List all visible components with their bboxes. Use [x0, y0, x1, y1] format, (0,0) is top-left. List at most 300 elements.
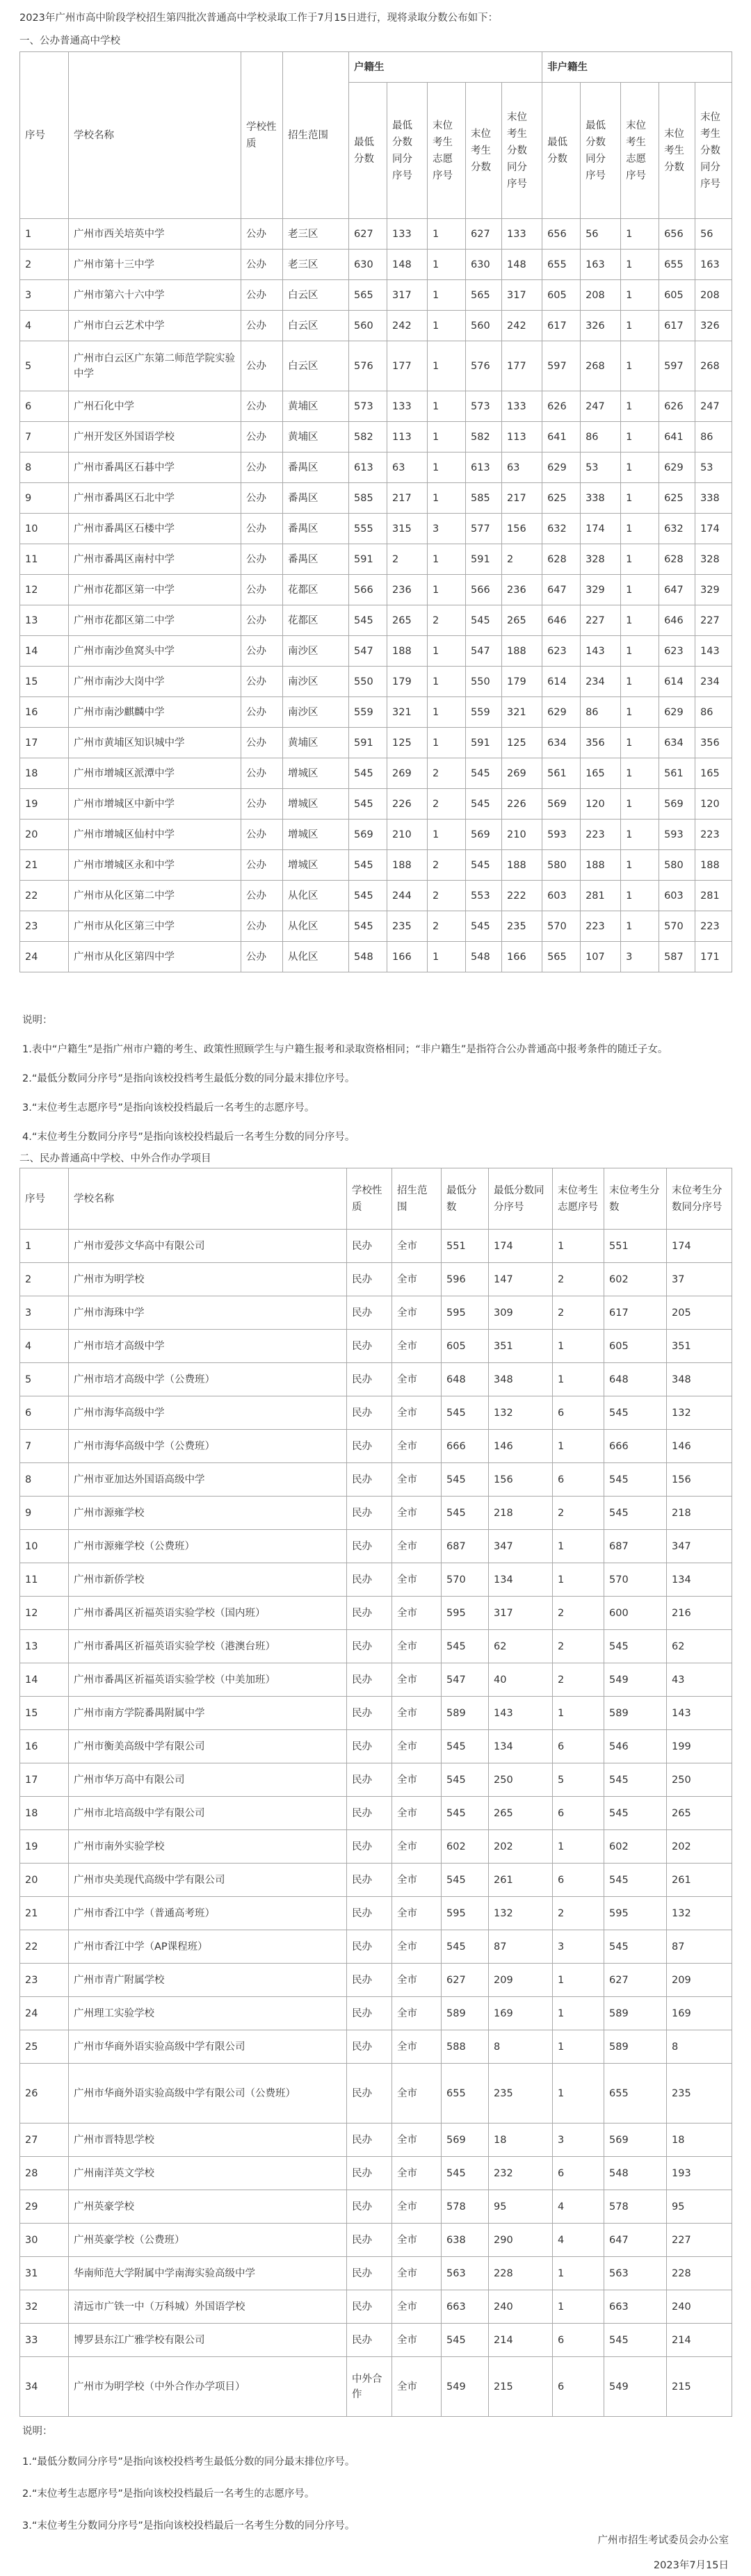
- table-cell: 663: [442, 2290, 489, 2324]
- header-nature: 学校性质: [347, 1168, 392, 1230]
- table-cell: 全市: [392, 1763, 442, 1797]
- table-row: [20, 1663, 732, 1697]
- table-cell: 226: [387, 789, 428, 820]
- note-item: 2.“末位考生志愿序号”是指向该校投档最后一名考生的志愿序号。: [22, 2488, 315, 2500]
- table-cell: 33: [20, 2324, 69, 2357]
- table-cell: 民办: [347, 2290, 392, 2324]
- table-cell: 545: [349, 850, 387, 881]
- table-cell: 1: [621, 881, 659, 911]
- table-cell: 269: [502, 758, 542, 789]
- table-cell: 188: [387, 850, 428, 881]
- table-cell: 223: [581, 820, 621, 850]
- table-cell: 585: [349, 483, 387, 514]
- table-cell: 655: [442, 2064, 489, 2123]
- table-cell: 32: [20, 2290, 69, 2324]
- table-cell: 公办: [241, 575, 283, 605]
- table-cell: 132: [489, 1396, 553, 1430]
- table-cell: 188: [695, 850, 732, 881]
- notes-title: 说明：: [22, 1015, 53, 1026]
- table-row: [20, 758, 732, 789]
- table-cell: 全市: [392, 1997, 442, 2030]
- table-cell: 86: [695, 697, 732, 728]
- table-cell: 563: [604, 2257, 667, 2290]
- table-cell: 595: [442, 1897, 489, 1930]
- table-row: [20, 605, 732, 636]
- school-name-cell: 广州市番禺区祈福英语实验学校（港澳台班）: [69, 1630, 347, 1663]
- table-cell: 5: [20, 1363, 69, 1396]
- table-cell: 329: [581, 575, 621, 605]
- table-cell: 573: [349, 391, 387, 422]
- table-cell: 550: [466, 667, 502, 697]
- table-cell: 1: [553, 1330, 604, 1363]
- table-cell: 公办: [241, 789, 283, 820]
- table-cell: 227: [667, 2224, 732, 2257]
- table-row: [20, 2064, 732, 2123]
- table-cell: 2: [428, 881, 466, 911]
- table-cell: 民办: [347, 1997, 392, 2030]
- table-cell: 11: [20, 544, 69, 575]
- table-cell: 1: [428, 250, 466, 280]
- table-cell: 民办: [347, 1497, 392, 1530]
- table-cell: 1: [20, 1230, 69, 1263]
- table-cell: 8: [20, 1463, 69, 1497]
- table-cell: 113: [387, 422, 428, 453]
- table-cell: 545: [604, 1630, 667, 1663]
- table-cell: 236: [387, 575, 428, 605]
- table-cell: 596: [442, 1263, 489, 1296]
- table-cell: 321: [387, 697, 428, 728]
- table-cell: 1: [621, 250, 659, 280]
- table-cell: 1: [553, 1997, 604, 2030]
- table-cell: 261: [489, 1864, 553, 1897]
- table-cell: 13: [20, 1630, 69, 1663]
- table-cell: 634: [542, 728, 581, 758]
- table-cell: 2: [428, 789, 466, 820]
- table-cell: 582: [466, 422, 502, 453]
- table-cell: 569: [659, 789, 695, 820]
- table-cell: 565: [466, 280, 502, 311]
- table-cell: 公办: [241, 697, 283, 728]
- table-cell: 235: [502, 911, 542, 942]
- table-row: [20, 575, 732, 605]
- table-cell: 2: [553, 1296, 604, 1330]
- table-cell: 179: [502, 667, 542, 697]
- school-name-cell: 广州市第十三中学: [69, 250, 241, 280]
- school-name-cell: 广州市南沙鱼窝头中学: [69, 636, 241, 667]
- table-cell: 黄埔区: [283, 728, 349, 758]
- table-cell: 8: [489, 2030, 553, 2064]
- table-row: [20, 1363, 732, 1396]
- table-cell: 增城区: [283, 758, 349, 789]
- table-cell: 133: [502, 391, 542, 422]
- table-cell: 6: [553, 2157, 604, 2190]
- table-cell: 全市: [392, 1530, 442, 1563]
- table-cell: 546: [604, 1730, 667, 1763]
- table-cell: 548: [604, 2157, 667, 2190]
- table-cell: 587: [659, 942, 695, 972]
- table-cell: 全市: [392, 1396, 442, 1430]
- table-row: [20, 789, 732, 820]
- note-item: 3.“末位考生分数同分序号”是指向该校投档最后一名考生分数的同分序号。: [22, 2520, 355, 2532]
- table-cell: 563: [442, 2257, 489, 2290]
- table-cell: 公办: [241, 422, 283, 453]
- table-cell: 30: [20, 2224, 69, 2257]
- school-name-cell: 广州市晋特思学校: [69, 2123, 347, 2157]
- table-cell: 1: [553, 1964, 604, 1997]
- table-cell: 634: [659, 728, 695, 758]
- table-cell: 4: [553, 2224, 604, 2257]
- table-cell: 240: [667, 2290, 732, 2324]
- table-cell: 588: [442, 2030, 489, 2064]
- table-cell: 545: [442, 1497, 489, 1530]
- table-cell: 597: [542, 341, 581, 391]
- table-cell: 1: [621, 514, 659, 544]
- table-cell: 公办: [241, 820, 283, 850]
- table-cell: 188: [581, 850, 621, 881]
- table-cell: 265: [502, 605, 542, 636]
- table-cell: 545: [349, 911, 387, 942]
- table-cell: 6: [553, 2324, 604, 2357]
- table-cell: 20: [20, 820, 69, 850]
- table-cell: 1: [553, 2064, 604, 2123]
- table-cell: 630: [349, 250, 387, 280]
- table-cell: 增城区: [283, 850, 349, 881]
- school-name-cell: 广州市从化区第四中学: [69, 942, 241, 972]
- table-cell: 全市: [392, 2357, 442, 2417]
- table-cell: 87: [667, 1930, 732, 1964]
- school-name-cell: 广州市培才高级中学: [69, 1330, 347, 1363]
- table-cell: 647: [604, 2224, 667, 2257]
- school-name-cell: 广州市海华高级中学: [69, 1396, 347, 1430]
- table-cell: 356: [581, 728, 621, 758]
- table-cell: 民办: [347, 2030, 392, 2064]
- table-cell: 3: [428, 514, 466, 544]
- table-cell: 232: [489, 2157, 553, 2190]
- table-cell: 民办: [347, 1296, 392, 1330]
- section1-notes: [22, 1011, 725, 1146]
- table-cell: 656: [542, 219, 581, 250]
- table-cell: 605: [604, 1330, 667, 1363]
- table-cell: 605: [659, 280, 695, 311]
- table-cell: 549: [442, 2357, 489, 2417]
- footer-org: 广州市招生考试委员会办公室: [597, 2535, 729, 2546]
- table-row: [20, 1730, 732, 1763]
- table-cell: 公办: [241, 453, 283, 483]
- table-cell: 208: [695, 280, 732, 311]
- table-row: [20, 697, 732, 728]
- table-cell: 227: [581, 605, 621, 636]
- table-cell: 民办: [347, 2257, 392, 2290]
- table-cell: 247: [695, 391, 732, 422]
- header-min-rank: 最低分数同分序号: [581, 83, 621, 219]
- table-cell: 629: [542, 697, 581, 728]
- table-row: [20, 942, 732, 972]
- table-cell: 613: [349, 453, 387, 483]
- table-cell: 210: [502, 820, 542, 850]
- school-name-cell: 广州市白云艺术中学: [69, 311, 241, 341]
- table-cell: 627: [604, 1964, 667, 1997]
- table-cell: 全市: [392, 1663, 442, 1697]
- table-cell: 585: [466, 483, 502, 514]
- table-cell: 545: [349, 605, 387, 636]
- table-cell: 545: [604, 1396, 667, 1430]
- table-cell: 595: [442, 1296, 489, 1330]
- table-row: [20, 1630, 732, 1663]
- table-cell: 632: [542, 514, 581, 544]
- table-cell: 338: [695, 483, 732, 514]
- table-row: [20, 514, 732, 544]
- table-cell: 545: [604, 1463, 667, 1497]
- table-cell: 315: [387, 514, 428, 544]
- table-cell: 全市: [392, 1563, 442, 1597]
- table-cell: 580: [542, 850, 581, 881]
- table-cell: 6: [553, 1864, 604, 1897]
- table-cell: 1: [553, 2290, 604, 2324]
- table-cell: 1: [621, 789, 659, 820]
- header-feihuji: 非户籍生: [542, 52, 732, 83]
- table-cell: 589: [604, 2030, 667, 2064]
- table-cell: 132: [489, 1897, 553, 1930]
- table-row: [20, 636, 732, 667]
- table-row: [20, 2123, 732, 2157]
- table-row: [20, 1763, 732, 1797]
- table-cell: 165: [695, 758, 732, 789]
- table-cell: 547: [442, 1663, 489, 1697]
- table-cell: 1: [553, 2257, 604, 2290]
- table-cell: 1: [553, 2030, 604, 2064]
- school-name-cell: 广州市海珠中学: [69, 1296, 347, 1330]
- table-cell: 235: [667, 2064, 732, 2123]
- header-name: 学校名称: [69, 52, 241, 219]
- table-cell: 1: [428, 636, 466, 667]
- table-row: [20, 911, 732, 942]
- table-cell: 202: [667, 1830, 732, 1864]
- table-cell: 641: [542, 422, 581, 453]
- table-cell: 648: [604, 1363, 667, 1396]
- table-cell: 290: [489, 2224, 553, 2257]
- school-name-cell: 广州市香江中学（AP课程班）: [69, 1930, 347, 1964]
- table-cell: 2: [20, 250, 69, 280]
- table-cell: 29: [20, 2190, 69, 2224]
- table-cell: 555: [349, 514, 387, 544]
- table-cell: 1: [621, 697, 659, 728]
- table-cell: 268: [695, 341, 732, 391]
- table-cell: 花都区: [283, 605, 349, 636]
- table-cell: 265: [489, 1797, 553, 1830]
- table-cell: 600: [604, 1597, 667, 1630]
- table-cell: 202: [489, 1830, 553, 1864]
- table-cell: 628: [542, 544, 581, 575]
- table-cell: 648: [442, 1363, 489, 1396]
- table-cell: 208: [581, 280, 621, 311]
- table-cell: 281: [581, 881, 621, 911]
- table-cell: 1: [428, 820, 466, 850]
- table-cell: 2: [428, 850, 466, 881]
- table-cell: 全市: [392, 1597, 442, 1630]
- school-name-cell: 广州市花都区第一中学: [69, 575, 241, 605]
- table-cell: 62: [667, 1630, 732, 1663]
- table-cell: 1: [621, 453, 659, 483]
- table-cell: 86: [581, 422, 621, 453]
- table-cell: 7: [20, 422, 69, 453]
- table-cell: 553: [466, 881, 502, 911]
- table-cell: 6: [553, 1797, 604, 1830]
- table-cell: 1: [621, 544, 659, 575]
- table-cell: 326: [581, 311, 621, 341]
- header-min-score: 最低分数: [542, 83, 581, 219]
- header-huji: 户籍生: [349, 52, 542, 83]
- table-cell: 2: [553, 1497, 604, 1530]
- table-cell: 民办: [347, 2324, 392, 2357]
- table-cell: 147: [489, 1263, 553, 1296]
- table-cell: 545: [442, 1930, 489, 1964]
- table-cell: 1: [553, 1530, 604, 1563]
- note-item: 1.表中“户籍生”是指广州市户籍的考生、政策性照顾学生与户籍生报考和录取资格相同；“非户籍生”是指符合公办普通高中报考条件的随迁子女。: [22, 1044, 668, 1055]
- table-cell: 632: [659, 514, 695, 544]
- header-last-score: 末位考生分数: [466, 83, 502, 219]
- table-cell: 569: [542, 789, 581, 820]
- school-name-cell: 广州市源雍学校（公费班）: [69, 1530, 347, 1563]
- table-cell: 17: [20, 728, 69, 758]
- table-cell: 132: [667, 1396, 732, 1430]
- table-cell: 242: [502, 311, 542, 341]
- table-cell: 549: [604, 1663, 667, 1697]
- table-cell: 545: [466, 911, 502, 942]
- table-cell: 148: [502, 250, 542, 280]
- school-name-cell: 广州市花都区第二中学: [69, 605, 241, 636]
- table-cell: 347: [489, 1530, 553, 1563]
- table-cell: 551: [604, 1230, 667, 1263]
- table-cell: 605: [542, 280, 581, 311]
- header-range: 招生范围: [283, 52, 349, 219]
- table-cell: 公办: [241, 280, 283, 311]
- table-cell: 641: [659, 422, 695, 453]
- table-cell: 全市: [392, 1630, 442, 1663]
- table-cell: 545: [604, 1797, 667, 1830]
- table-row: [20, 2290, 732, 2324]
- table-row: [20, 2257, 732, 2290]
- table-row: [20, 2224, 732, 2257]
- table-cell: 133: [387, 219, 428, 250]
- school-name-cell: 广州市南外实验学校: [69, 1830, 347, 1864]
- table-cell: 1: [621, 850, 659, 881]
- table-cell: 593: [542, 820, 581, 850]
- table-cell: 22: [20, 881, 69, 911]
- table-cell: 317: [502, 280, 542, 311]
- table-row: [20, 850, 732, 881]
- school-name-cell: 广州南洋英文学校: [69, 2157, 347, 2190]
- table-cell: 630: [466, 250, 502, 280]
- table-cell: 1: [621, 311, 659, 341]
- table-row: [20, 1563, 732, 1597]
- table-row: [20, 1797, 732, 1830]
- table-cell: 全市: [392, 1296, 442, 1330]
- table-cell: 559: [349, 697, 387, 728]
- table-cell: 134: [667, 1563, 732, 1597]
- table-cell: 146: [489, 1430, 553, 1463]
- table-cell: 12: [20, 1597, 69, 1630]
- table-cell: 56: [581, 219, 621, 250]
- table-cell: 2: [428, 605, 466, 636]
- table-cell: 10: [20, 1530, 69, 1563]
- school-name-cell: 广州市华商外语实验高级中学有限公司（公费班）: [69, 2064, 347, 2123]
- table-cell: 143: [581, 636, 621, 667]
- table-cell: 从化区: [283, 881, 349, 911]
- table-cell: 347: [667, 1530, 732, 1563]
- school-name-cell: 广州市源雍学校: [69, 1497, 347, 1530]
- table-cell: 589: [442, 1997, 489, 2030]
- footer-date: 2023年7月15日: [653, 2560, 729, 2571]
- table-cell: 156: [502, 514, 542, 544]
- table-cell: 547: [349, 636, 387, 667]
- table-cell: 民办: [347, 1864, 392, 1897]
- table-cell: 全市: [392, 2030, 442, 2064]
- school-name-cell: 华南师范大学附属中学南海实验高级中学: [69, 2257, 347, 2290]
- table-cell: 南沙区: [283, 636, 349, 667]
- table-cell: 3: [621, 942, 659, 972]
- school-name-cell: 广州市番禺区石北中学: [69, 483, 241, 514]
- table-cell: 166: [502, 942, 542, 972]
- table-cell: 87: [489, 1930, 553, 1964]
- table-cell: 民办: [347, 1463, 392, 1497]
- notes-title: 说明：: [22, 2426, 53, 2437]
- table-cell: 545: [466, 850, 502, 881]
- table-cell: 545: [442, 2324, 489, 2357]
- table-cell: 591: [349, 728, 387, 758]
- school-name-cell: 广州市南方学院番禺附属中学: [69, 1697, 347, 1730]
- table-cell: 561: [659, 758, 695, 789]
- table-cell: 179: [387, 667, 428, 697]
- table-cell: 15: [20, 667, 69, 697]
- table-cell: 公办: [241, 514, 283, 544]
- table-cell: 578: [442, 2190, 489, 2224]
- table-cell: 235: [489, 2064, 553, 2123]
- table-cell: 1: [621, 667, 659, 697]
- table-cell: 民办: [347, 2064, 392, 2123]
- table-cell: 民办: [347, 1330, 392, 1363]
- header-last-rank: 末位考生分数同分序号: [502, 83, 542, 219]
- table-row: [20, 1396, 732, 1430]
- table-cell: 公办: [241, 728, 283, 758]
- school-name-cell: 广州理工实验学校: [69, 1997, 347, 2030]
- table-cell: 614: [659, 667, 695, 697]
- table-cell: 547: [466, 636, 502, 667]
- header-min-rank: 最低分数同分序号: [387, 83, 428, 219]
- table-cell: 1: [621, 422, 659, 453]
- table-cell: 602: [604, 1263, 667, 1296]
- table-cell: 569: [604, 2123, 667, 2157]
- school-name-cell: 广州市衡美高级中学有限公司: [69, 1730, 347, 1763]
- table-cell: 265: [387, 605, 428, 636]
- table-cell: 545: [442, 1463, 489, 1497]
- table-cell: 569: [349, 820, 387, 850]
- table-row: [20, 728, 732, 758]
- table-cell: 133: [387, 391, 428, 422]
- table-cell: 8: [667, 2030, 732, 2064]
- table-cell: 209: [667, 1964, 732, 1997]
- table-row: [20, 1997, 732, 2030]
- table-cell: 148: [387, 250, 428, 280]
- table-cell: 全市: [392, 1864, 442, 1897]
- table-cell: 10: [20, 514, 69, 544]
- table-cell: 551: [442, 1230, 489, 1263]
- table-cell: 216: [667, 1597, 732, 1630]
- table-row: [20, 422, 732, 453]
- table-cell: 公办: [241, 758, 283, 789]
- table-cell: 2: [553, 1663, 604, 1697]
- table-cell: 民办: [347, 1396, 392, 1430]
- table-cell: 595: [604, 1897, 667, 1930]
